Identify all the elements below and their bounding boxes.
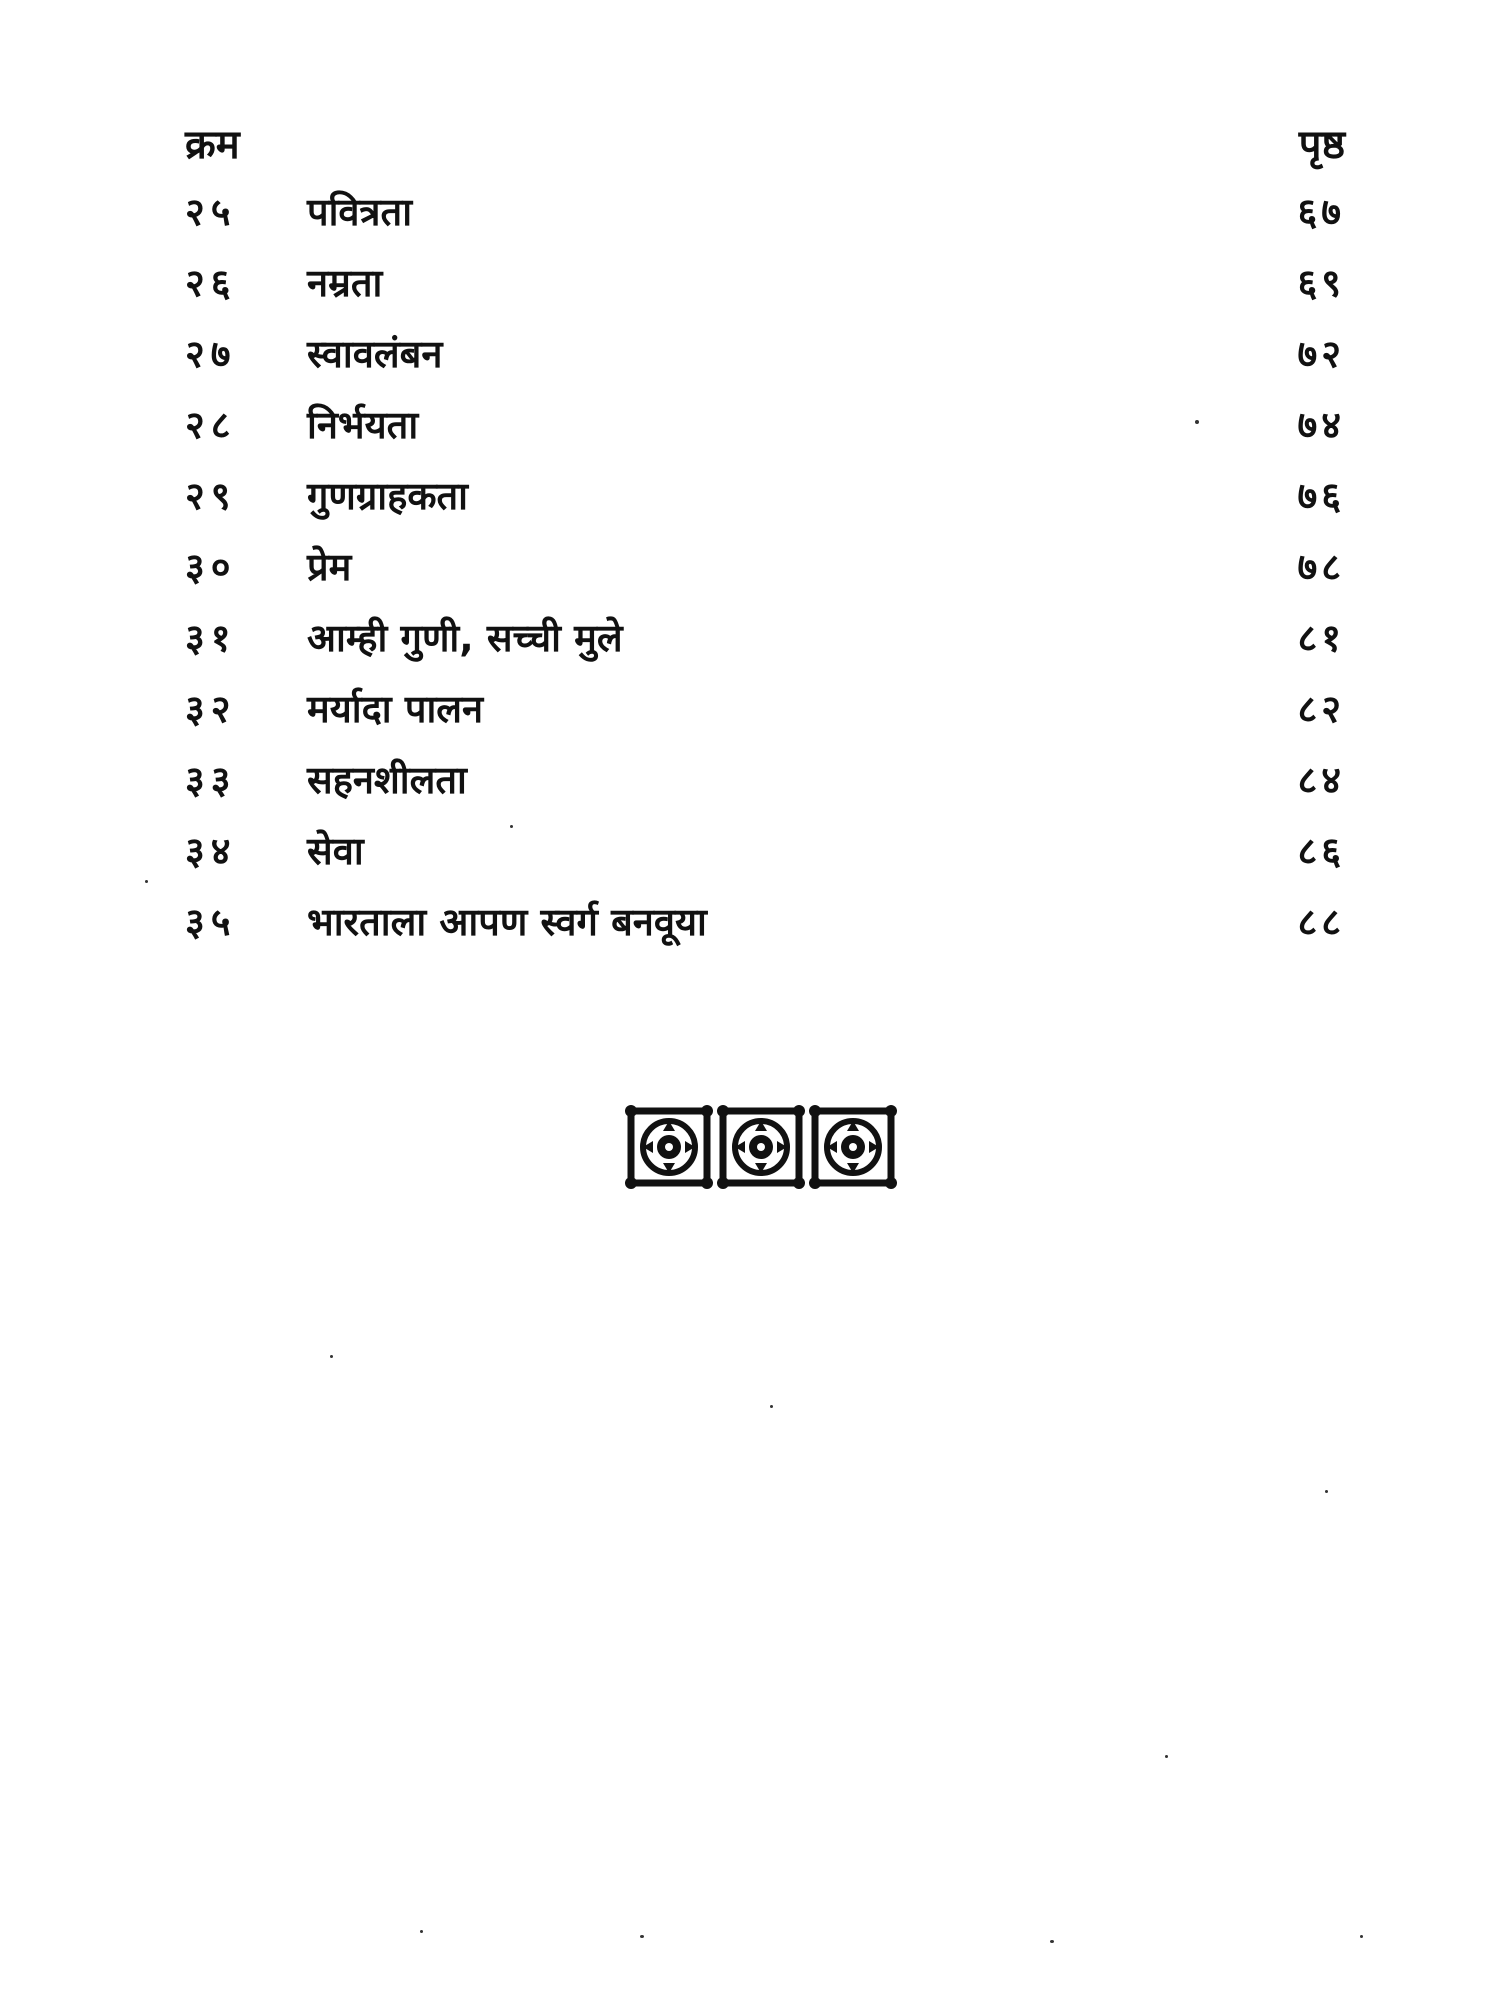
toc-entry xyxy=(185,398,1365,469)
entry-title: पवित्रता xyxy=(307,190,413,234)
number-column-heading: क्रम xyxy=(185,122,240,168)
scan-speck xyxy=(1165,1755,1168,1758)
entry-number: २६ xyxy=(185,261,237,305)
entry-page: ८६ xyxy=(1297,829,1345,873)
entry-page: ७६ xyxy=(1297,474,1345,518)
entry-number: २५ xyxy=(185,190,237,234)
scan-speck xyxy=(640,1935,644,1938)
toc-entry xyxy=(185,753,1365,824)
toc-entry xyxy=(185,611,1365,682)
scan-speck xyxy=(1325,1490,1328,1493)
entry-page: ६९ xyxy=(1297,261,1345,305)
entry-number: ३३ xyxy=(185,758,237,802)
scan-speck xyxy=(420,1930,423,1933)
entry-title: मर्यादा पालन xyxy=(307,687,484,731)
entry-number: २७ xyxy=(185,332,237,376)
entry-page: ७४ xyxy=(1297,403,1345,447)
toc-header xyxy=(185,115,1365,175)
entry-title: गुणग्राहकता xyxy=(307,474,469,518)
floral-ornament-icon xyxy=(625,1105,897,1189)
toc-entry xyxy=(185,895,1365,966)
entry-page: ८२ xyxy=(1297,687,1345,731)
entry-page: ८१ xyxy=(1297,616,1345,660)
entry-number: २८ xyxy=(185,403,237,447)
entry-title: सहनशीलता xyxy=(307,758,467,802)
entry-page: ७८ xyxy=(1297,545,1345,589)
toc-list xyxy=(185,185,1365,966)
entry-page: ८४ xyxy=(1297,758,1345,802)
toc-entry xyxy=(185,824,1365,895)
scan-speck xyxy=(145,880,148,883)
entry-number: ३४ xyxy=(185,829,237,873)
scan-speck xyxy=(770,1405,773,1408)
entry-title: सेवा xyxy=(307,829,364,873)
scan-speck xyxy=(1360,1935,1363,1938)
page-column-heading: पृष्ठ xyxy=(1298,122,1345,168)
toc-entry xyxy=(185,540,1365,611)
toc-entry xyxy=(185,469,1365,540)
toc-entry xyxy=(185,327,1365,398)
entry-number: २९ xyxy=(185,474,237,518)
entry-number: ३२ xyxy=(185,687,237,731)
entry-title: प्रेम xyxy=(307,545,352,589)
scan-speck xyxy=(510,825,513,828)
scan-speck xyxy=(1195,420,1199,424)
entry-number: ३० xyxy=(185,545,237,589)
toc-entry xyxy=(185,185,1365,256)
entry-title: आम्ही गुणी, सच्ची मुले xyxy=(307,616,623,660)
toc-entry xyxy=(185,682,1365,753)
scan-speck xyxy=(330,1355,333,1358)
entry-title: भारताला आपण स्वर्ग बनवूया xyxy=(307,900,707,944)
toc-entry xyxy=(185,256,1365,327)
entry-number: ३५ xyxy=(185,900,237,944)
entry-title: स्वावलंबन xyxy=(307,332,443,376)
entry-page: ७२ xyxy=(1297,332,1345,376)
entry-title: निर्भयता xyxy=(307,403,419,447)
entry-page: ६७ xyxy=(1297,190,1345,234)
entry-title: नम्रता xyxy=(307,261,383,305)
scan-speck xyxy=(1050,1940,1054,1943)
entry-number: ३१ xyxy=(185,616,237,660)
entry-page: ८८ xyxy=(1297,900,1345,944)
